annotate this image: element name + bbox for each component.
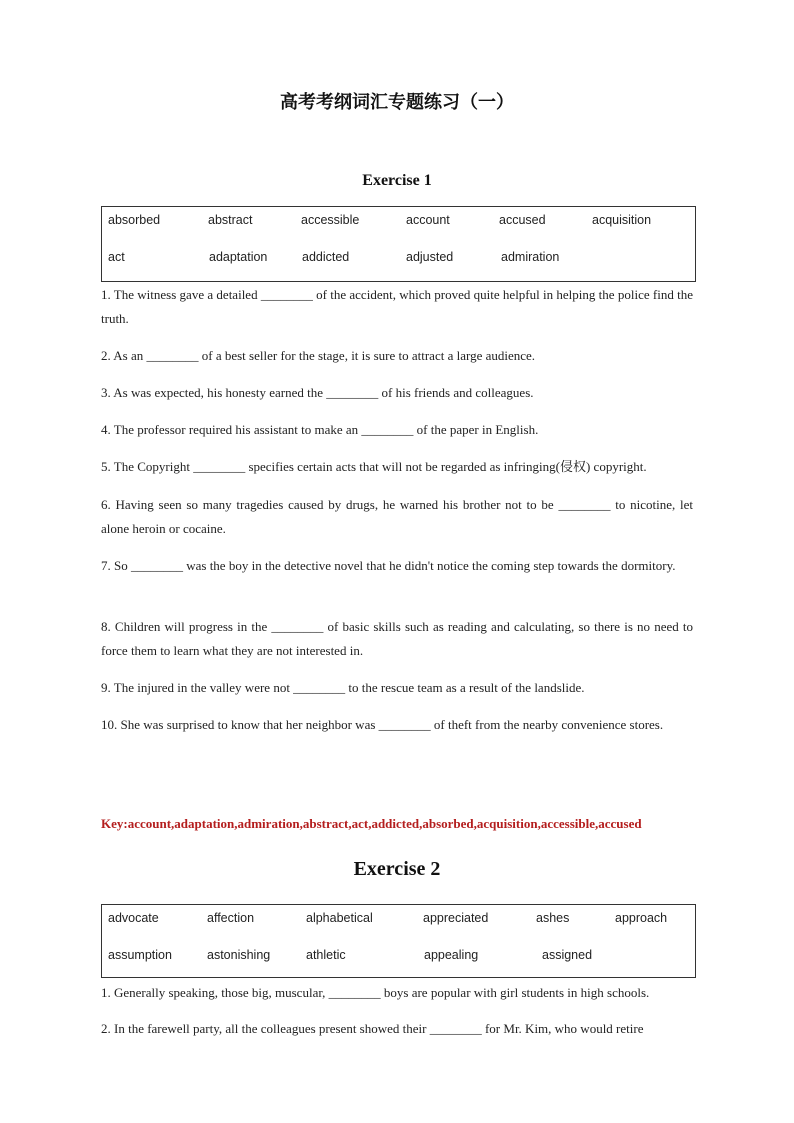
answer-key: Key:account,adaptation,admiration,abstract,act,addicted,absorbed,acquisition,accessible,accused [101, 816, 642, 831]
word-bank-item: astonishing [207, 948, 271, 962]
word-bank-item: ashes [536, 911, 570, 925]
word-bank-item: athletic [306, 948, 346, 962]
word-bank-item: appealing [424, 948, 479, 962]
question-3: 3. As was expected, his honesty earned the ________ of his friends and colleagues. [101, 385, 534, 400]
question-2: 2. As an ________ of a best seller for the stage, it is sure to attract a large audience. [101, 348, 536, 363]
exercise-1-heading: Exercise 1 [362, 172, 432, 189]
page-title: 高考考纲词汇专题练习（一） [280, 92, 514, 113]
word-bank-item: account [406, 213, 450, 227]
word-bank-item: addicted [302, 250, 350, 264]
word-bank-2 [101, 904, 696, 978]
word-bank-1 [101, 206, 696, 282]
word-bank-item: act [108, 250, 125, 264]
question-6: 6. Having seen so many tragedies caused by drugs, he warned his brother not to be ________ to nicotine, let alone heroin or cocaine. [101, 497, 693, 536]
word-bank-item: acquisition [592, 213, 652, 227]
word-bank-item: advocate [108, 911, 159, 925]
word-bank-item: accessible [301, 213, 360, 227]
word-bank-item: affection [207, 911, 255, 925]
question-10: 10. She was surprised to know that her neighbor was ________ of theft from the nearby convenience stores. [101, 717, 664, 732]
word-bank-item: approach [615, 911, 668, 925]
question-1: 1. Generally speaking, those big, muscular, ________ boys are popular with girl students in high schools. [101, 985, 650, 1000]
word-bank-item: assumption [108, 948, 172, 962]
question-8: 8. Children will progress in the ________ of basic skills such as reading and calculating, so there is no need to force them to learn what they are not interested in. [101, 619, 693, 658]
word-bank-item: absorbed [108, 213, 161, 227]
word-bank-item: accused [499, 213, 546, 227]
word-bank-item: adjusted [406, 250, 454, 264]
word-bank-item: alphabetical [306, 911, 373, 925]
word-bank-item: adaptation [209, 250, 268, 264]
exercise-2-heading: Exercise 2 [353, 858, 441, 880]
question-1: 1. The witness gave a detailed ________ of the accident, which proved quite helpful in helping the police find the truth. [101, 287, 693, 326]
word-bank-item: admiration [501, 250, 560, 264]
question-5: 5. The Copyright ________ specifies certain acts that will not be regarded as infringing(侵权) copyright. [101, 459, 647, 474]
word-bank-item: appreciated [423, 911, 489, 925]
question-4: 4. The professor required his assistant to make an ________ of the paper in English. [101, 422, 539, 437]
question-7: 7. So ________ was the boy in the detective novel that he didn't notice the coming step towards the dormitory. [101, 558, 676, 573]
word-bank-item: abstract [208, 213, 253, 227]
question-2: 2. In the farewell party, all the colleagues present showed their ________ for Mr. Kim, who would retire [101, 1021, 644, 1036]
word-bank-item: assigned [542, 948, 593, 962]
question-9: 9. The injured in the valley were not ________ to the rescue team as a result of the landslide. [101, 680, 585, 695]
